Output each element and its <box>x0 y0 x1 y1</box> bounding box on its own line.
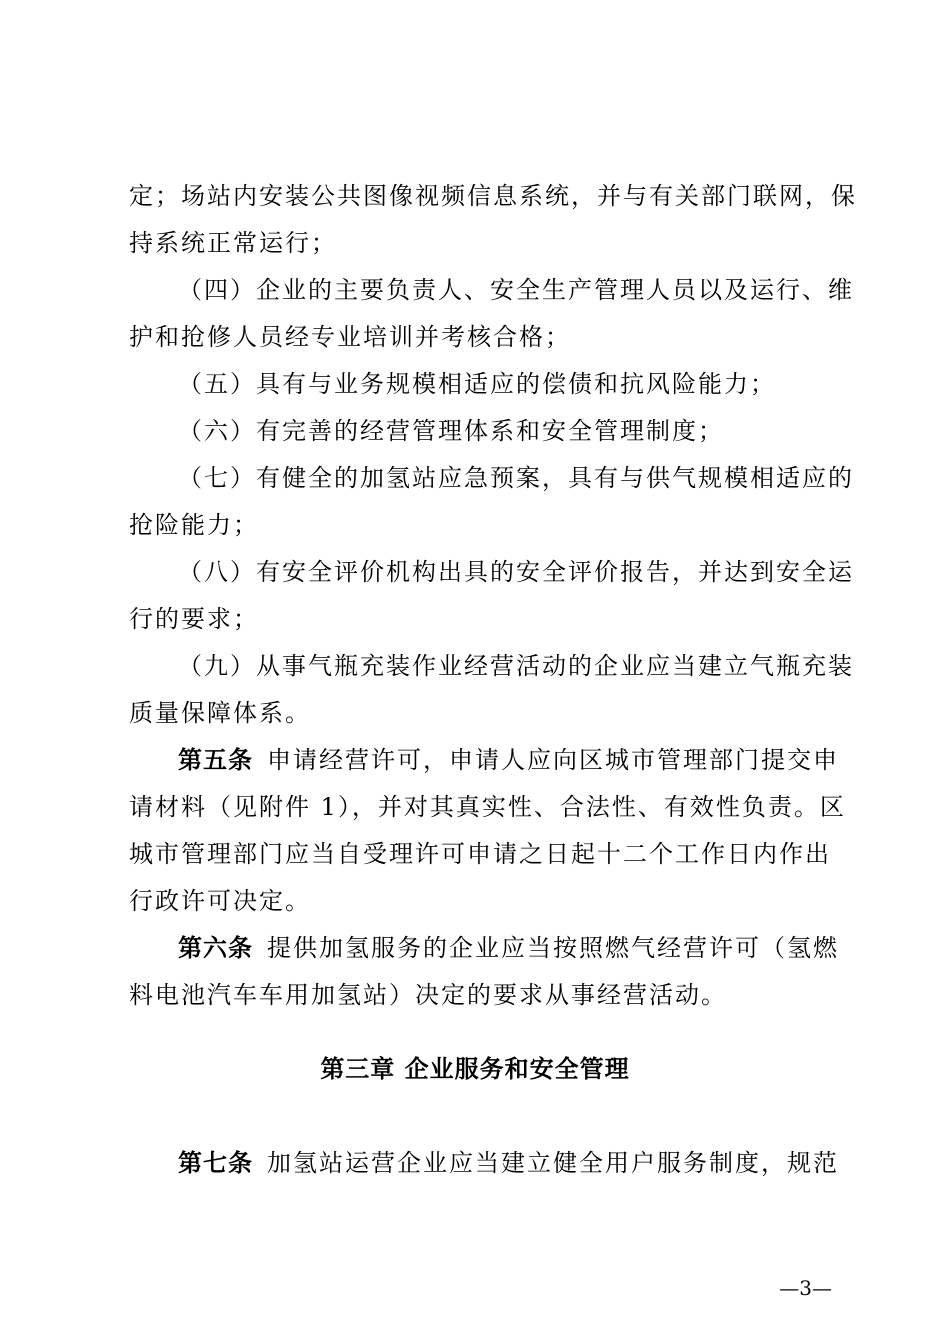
text-line: 料电池汽车车用加氢站）决定的要求从事经营活动。 <box>129 981 727 1009</box>
article-6-line <box>178 932 839 964</box>
text-line: 护和抢修人员经专业培训并考核合格； <box>129 323 571 351</box>
page-number: —3— <box>779 1276 832 1300</box>
text-line: 定；场站内安装公共图像视频信息系统，并与有关部门联网，保 <box>129 182 857 210</box>
text-line: （九）从事气瓶充装作业经营活动的企业应当建立气瓶充装 <box>178 652 854 680</box>
chapter-heading: 第三章 企业服务和安全管理 <box>320 1055 630 1083</box>
text-line: 抢险能力； <box>129 511 259 539</box>
text-line: 城市管理部门应当自受理许可申请之日起十二个工作日内作出 <box>129 840 831 868</box>
text-line: 行的要求； <box>129 605 259 633</box>
text-line: （四）企业的主要负责人、安全生产管理人员以及运行、维 <box>178 276 854 304</box>
article-text: 提供加氢服务的企业应当按照燃气经营许可（氢燃 <box>267 934 839 962</box>
article-label: 第六条 <box>178 934 253 962</box>
article-label: 第七条 <box>178 1149 253 1177</box>
article-5-line <box>178 744 839 776</box>
text-line: 请材料（见附件 1），并对其真实性、合法性、有效性负责。区 <box>129 793 846 821</box>
article-label: 第五条 <box>178 746 253 774</box>
text-line: （六）有完善的经营管理体系和安全管理制度； <box>178 417 724 445</box>
article-7-line <box>178 1147 839 1179</box>
article-text: 加氢站运营企业应当建立健全用户服务制度，规范 <box>267 1149 839 1177</box>
text-line: （五）具有与业务规模相适应的偿债和抗风险能力； <box>178 370 776 398</box>
text-line: 行政许可决定。 <box>129 887 311 915</box>
article-text: 申请经营许可，申请人应向区城市管理部门提交申 <box>267 746 839 774</box>
text-line: （八）有安全评价机构出具的安全评价报告，并达到安全运 <box>178 558 854 586</box>
text-line: 持系统正常运行； <box>129 229 337 257</box>
text-line: 质量保障体系。 <box>129 699 311 727</box>
text-line: （七）有健全的加氢站应急预案，具有与供气规模相适应的 <box>178 464 854 492</box>
